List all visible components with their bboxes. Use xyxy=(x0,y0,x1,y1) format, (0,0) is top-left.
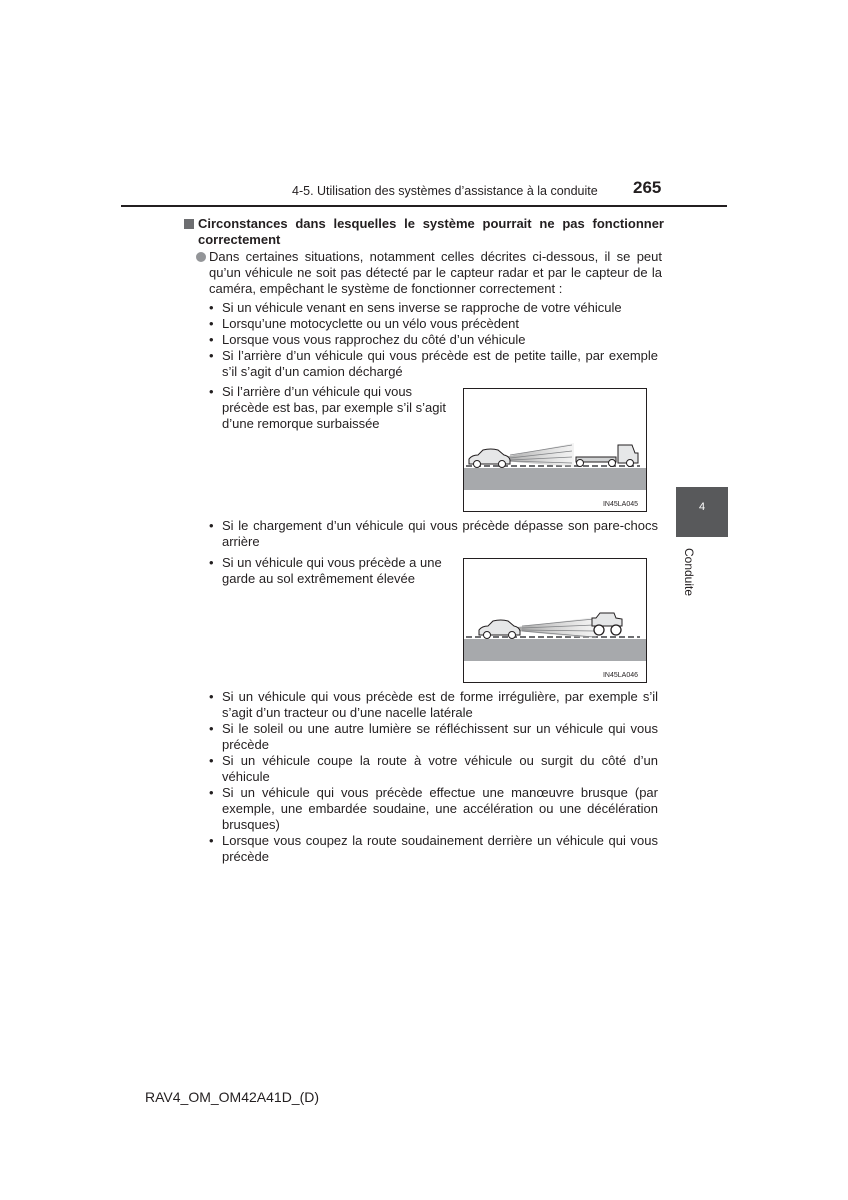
list-item: • Si un véhicule coupe la route à votre véhicule ou surgit du côté d’un véhicule xyxy=(208,753,658,785)
list-item: • Si l’arrière d’un véhicule qui vous précède est de petite taille, par exemple s’il s’agit d’un camion déchargé xyxy=(208,348,658,380)
chapter-number: 4 xyxy=(698,501,706,513)
square-bullet-icon xyxy=(184,219,194,229)
list-item: • Lorsqu’une motocyclette ou un vélo vous précèdent xyxy=(208,316,658,332)
header-rule xyxy=(121,205,727,207)
list-item: • Lorsque vous vous rapprochez du côté d’un véhicule xyxy=(208,332,658,348)
own-car-icon xyxy=(469,449,510,468)
list-item: • Si un véhicule qui vous précède est de forme irrégulière, par exemple s’il s’agit d’un tracteur ou d’une nacelle latérale xyxy=(208,689,658,721)
high-clearance-vehicle-icon xyxy=(592,613,622,635)
chapter-tab[interactable] xyxy=(676,487,728,537)
list-item: • Si un véhicule qui vous précède effectue une manœuvre brusque (par exemple, une embardée soudaine, une accélération ou une décélération brusques) xyxy=(208,785,658,833)
list-item: • Si l’arrière d’un véhicule qui vous précède est bas, par exemple s’il s’agit d’une remorque surbaissée xyxy=(208,384,452,432)
chapter-label: Conduite xyxy=(682,547,696,597)
list-item: • Lorsque vous coupez la route soudainement derrière un véhicule qui vous précède xyxy=(208,833,658,865)
bullet-list-3 xyxy=(208,689,658,865)
intro-text: Dans certaines situations, notamment celles décrites ci-dessous, il se peut qu’un véhicule ne soit pas détecté par le capteur radar et par le capteur de la caméra, empêchant le système de fonctionner correctement : xyxy=(209,249,662,296)
list-item: • Si le chargement d’un véhicule qui vous précède dépasse son pare-chocs arrière xyxy=(208,518,658,550)
truck-with-trailer-icon xyxy=(576,445,638,467)
list-item: • Si le soleil ou une autre lumière se réfléchissent sur un véhicule qui vous précède xyxy=(208,721,658,753)
bullet-list-figure-2 xyxy=(208,555,452,587)
high-clearance-illustration xyxy=(464,559,646,682)
own-car-icon xyxy=(479,620,520,639)
bullet-list-figure-1 xyxy=(208,384,452,432)
figure-high-clearance xyxy=(463,558,647,683)
section-heading xyxy=(184,216,664,248)
list-item: • Si un véhicule venant en sens inverse se rapproche de votre véhicule xyxy=(208,300,658,316)
bullet-list-2 xyxy=(208,518,658,550)
list-item: • Si un véhicule qui vous précède a une garde au sol extrêmement élevée xyxy=(208,555,452,587)
low-trailer-illustration xyxy=(464,389,646,511)
section-heading-text: Circonstances dans lesquelles le système pourrait ne pas fonctionner correctement xyxy=(198,216,664,247)
intro-paragraph xyxy=(196,249,662,297)
footer-code: RAV4_OM_OM42A41D_(D) xyxy=(145,1089,320,1105)
running-header: 4-5. Utilisation des systèmes d’assistance à la conduite xyxy=(292,184,598,198)
page-number: 265 xyxy=(633,178,662,197)
circle-bullet-icon xyxy=(196,252,206,262)
figure-low-trailer xyxy=(463,388,647,512)
road-surface xyxy=(464,639,646,661)
figure-code: IN45LA046 xyxy=(602,672,638,679)
bullet-list-1 xyxy=(208,300,658,380)
figure-code: IN45LA045 xyxy=(602,501,638,508)
road-surface xyxy=(464,468,646,490)
